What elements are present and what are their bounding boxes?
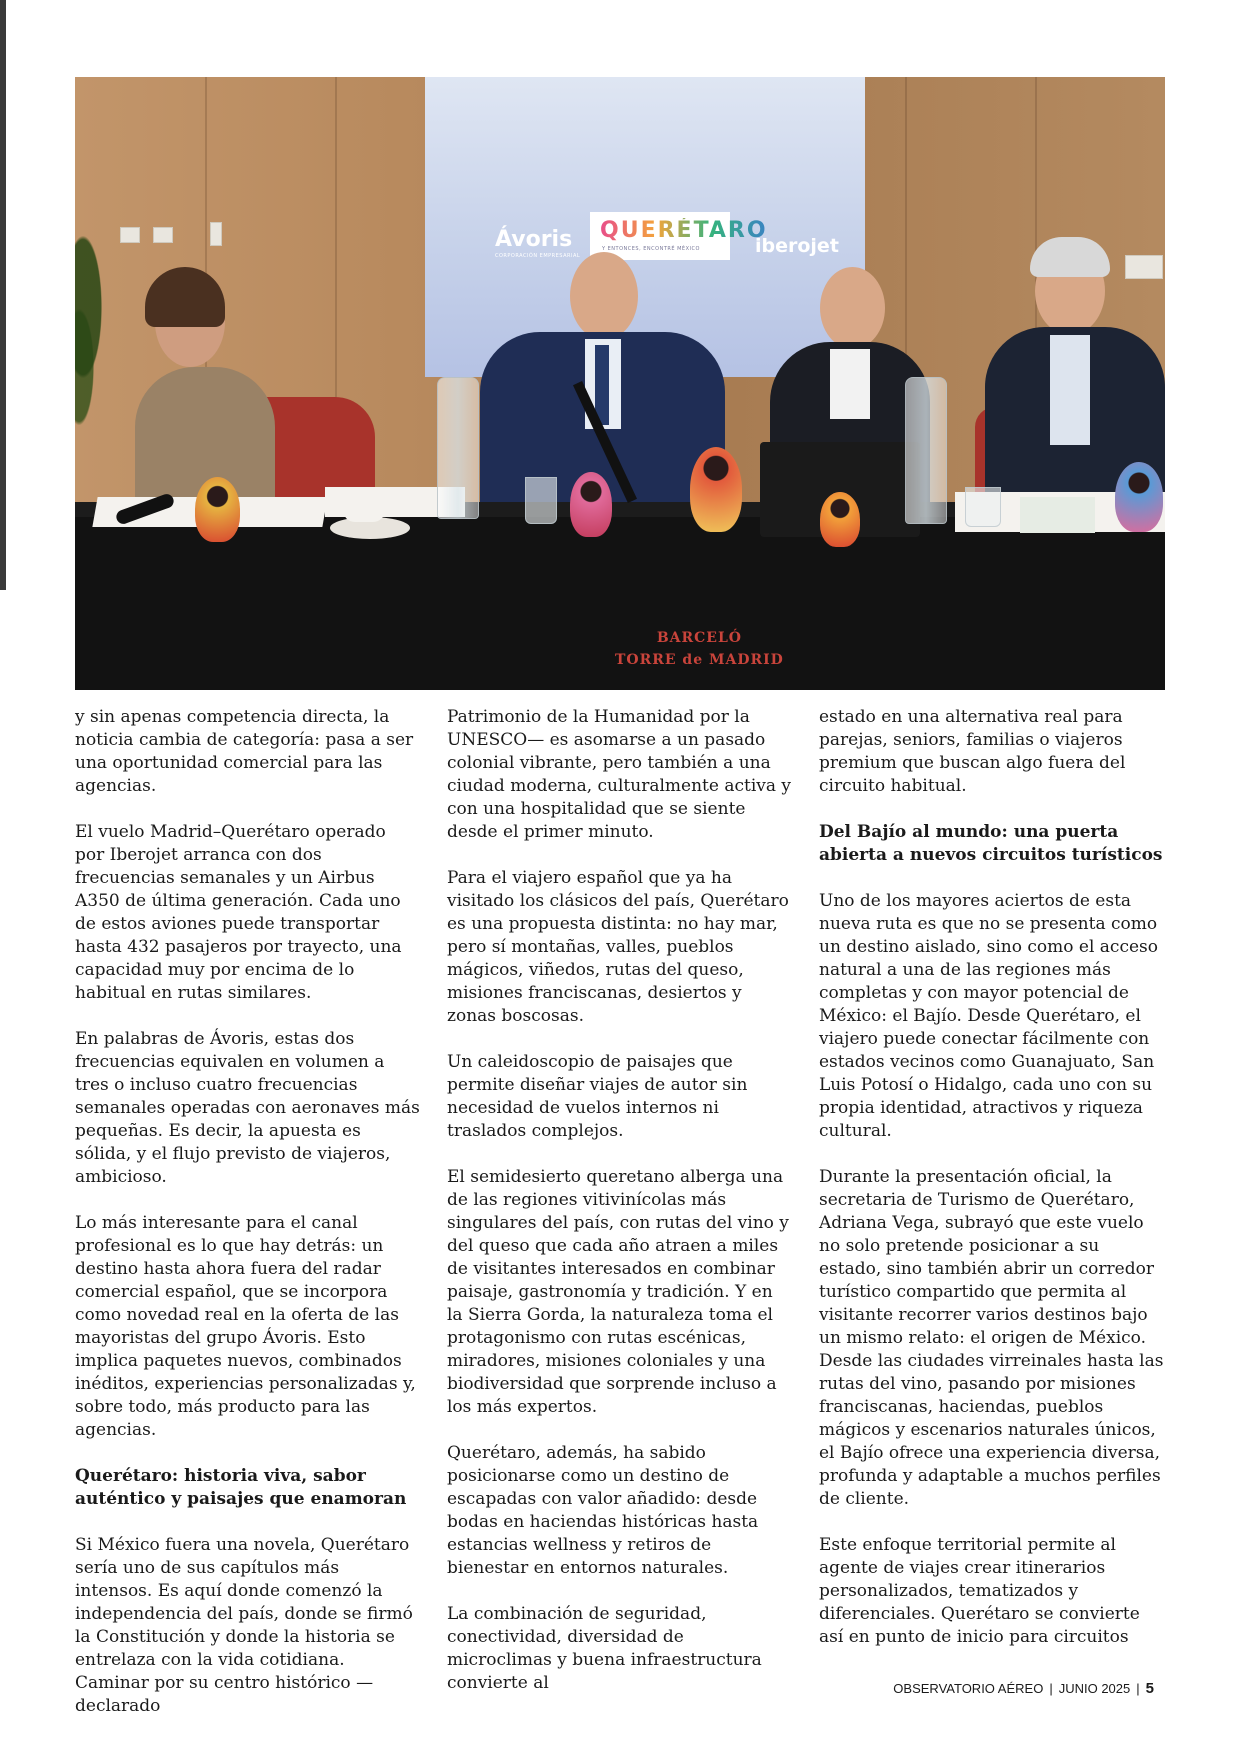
paragraph: Si México fuera una novela, Querétaro sería uno de sus capítulos más intensos. Es aquí donde comenzó la independencia del país, donde se firmó la Constitución y donde la historia se entrelaza con la vida cotidiana. Caminar por su centro histórico —declarado [75, 1535, 413, 1716]
paragraph: y sin apenas competencia directa, la noticia cambia de categoría: pasa a ser una oportunidad comercial para las agencias. [75, 707, 414, 796]
queretaro-logo: QUERÉTARO [600, 218, 768, 243]
mexican-doll [570, 472, 612, 537]
article-column-1 [75, 706, 420, 1741]
glass [965, 487, 1001, 527]
paragraph: Este enfoque territorial permite al agente de viajes crear itinerarios personalizados, tematizados y diferenciales. Querétaro se convierte así en punto de inicio para circuitos [819, 1535, 1140, 1647]
table-banner: BARCELÓ TORRE de MADRID [615, 630, 784, 668]
plant [75, 227, 115, 427]
mexican-doll [1115, 462, 1163, 532]
paragraph: Querétaro, además, ha sabido posicionarse como un destino de escapadas con valor añadido: desde bodas en haciendas históricas hasta estancias wellness y retiros de bienestar en entornos naturales. [447, 1443, 759, 1578]
wall-switch [120, 227, 140, 243]
issue-date: JUNIO 2025 [1058, 1681, 1131, 1696]
water-bottle [437, 377, 479, 519]
press-conference-photo [75, 77, 1165, 690]
avoris-logo-sub: CORPORACIÓN EMPRESARIAL [495, 253, 581, 259]
article-column-3 [819, 706, 1164, 1672]
section-heading: Del Bajío al mundo: una puerta abierta a nuevos circuitos turísticos [819, 822, 1163, 865]
paragraph: La combinación de seguridad, conectividad, diversidad de microclimas y buena infraestructura convierte al [447, 1604, 762, 1693]
page-number: 5 [1145, 1680, 1154, 1697]
name-card [1020, 497, 1095, 533]
page-footer: OBSERVATORIO AÉREO | JUNIO 2025 | 5 [893, 1680, 1154, 1697]
mexican-doll [690, 447, 742, 532]
paragraph: Para el viajero español que ya ha visitado los clásicos del país, Querétaro es una propuesta distinta: no hay mar, pero sí montañas, valles, pueblos mágicos, viñedos, rutas del queso, misiones franciscanas, desiertos y zonas boscosas. [447, 868, 789, 1026]
iberojet-logo: iberojet [755, 235, 839, 257]
paragraph: El vuelo Madrid–Querétaro operado por Iberojet arranca con dos frecuencias semanales y un Airbus A350 de última generación. Cada uno de estos aviones puede transportar hasta 432 pasajeros por trayecto, una capacidad muy por encima de lo habitual en rutas similares. [75, 822, 402, 1003]
paragraph: Patrimonio de la Humanidad por la UNESCO— es asomarse a un pasado colonial vibrante, pero también a una ciudad moderna, culturalmente activa y con una hospitalidad que se siente desde el primer minuto. [447, 707, 792, 842]
water-bottle [905, 377, 947, 524]
avoris-logo: Ávoris [495, 227, 573, 252]
paragraph: Durante la presentación oficial, la secretaria de Turismo de Querétaro, Adriana Vega, subrayó que este vuelo no solo pretende posicionar a su estado, sino también abrir un corredor turístico compartido que permita al visitante recorrer varios destinos bajo un mismo relato: el origen de México. Desde las ciudades virreinales hasta las rutas del vino, pasando por misiones franciscanas, haciendas, pueblos mágicos y escenarios naturales únicos, el Bajío ofrece una experiencia diversa, profunda y adaptable a muchos perfiles de cliente. [819, 1167, 1164, 1509]
wall-socket [153, 227, 173, 243]
glass [525, 477, 557, 524]
article-column-2 [447, 706, 792, 1718]
publication-name: OBSERVATORIO AÉREO [893, 1681, 1044, 1696]
paragraph: Lo más interesante para el canal profesional es lo que hay detrás: un destino hasta ahora fuera del radar comercial español, que se incorpora como novedad real en la oferta de las mayoristas del grupo Ávoris. Esto implica paquetes nuevos, combinados inéditos, experiencias personalizadas y, sobre todo, más producto para las agencias. [75, 1213, 416, 1440]
section-heading: Querétaro: historia viva, sabor auténtico y paisajes que enamoran [75, 1466, 407, 1509]
paragraph: Un caleidoscopio de paisajes que permite diseñar viajes de autor sin necesidad de vuelos internos ni traslados complejos. [447, 1052, 748, 1141]
paragraph: El semidesierto queretano alberga una de las regiones vitivinícolas más singulares del país, con rutas del vino y del queso que cada año atraen a miles de visitantes interesados en combinar paisaje, gastronomía y tradición. Y en la Sierra Gorda, la naturaleza toma el protagonismo con rutas escénicas, miradores, misiones coloniales y una biodiversidad que sorprende incluso a los más expertos. [447, 1167, 789, 1417]
mexican-doll [820, 492, 860, 547]
paragraph: En palabras de Ávoris, estas dos frecuencias equivalen en volumen a tres o incluso cuatro frecuencias semanales operadas con aeronaves más pequeñas. Es decir, la apuesta es sólida, y el flujo previsto de viajeros, ambicioso. [75, 1029, 420, 1187]
coffee-cup [343, 492, 385, 522]
page-edge-bar [0, 0, 6, 590]
paragraph: estado en una alternativa real para parejas, seniors, familias o viajeros premium que buscan algo fuera del circuito habitual. [819, 707, 1126, 796]
wall-thermostat [210, 222, 222, 246]
paragraph: Uno de los mayores aciertos de esta nueva ruta es que no se presenta como un destino aislado, sino como el acceso natural a una de las regiones más completas y con mayor potencial de México: el Bajío. Desde Querétaro, el viajero puede conectar fácilmente con estados vecinos como Guanajuato, San Luis Potosí o Hidalgo, cada uno con su propia identidad, atractivos y riqueza cultural. [819, 891, 1158, 1141]
wall-switch-right [1125, 255, 1163, 279]
mexican-doll [195, 477, 240, 542]
queretaro-logo-sub: Y ENTONCES, ENCONTRÉ MÉXICO [602, 246, 700, 252]
